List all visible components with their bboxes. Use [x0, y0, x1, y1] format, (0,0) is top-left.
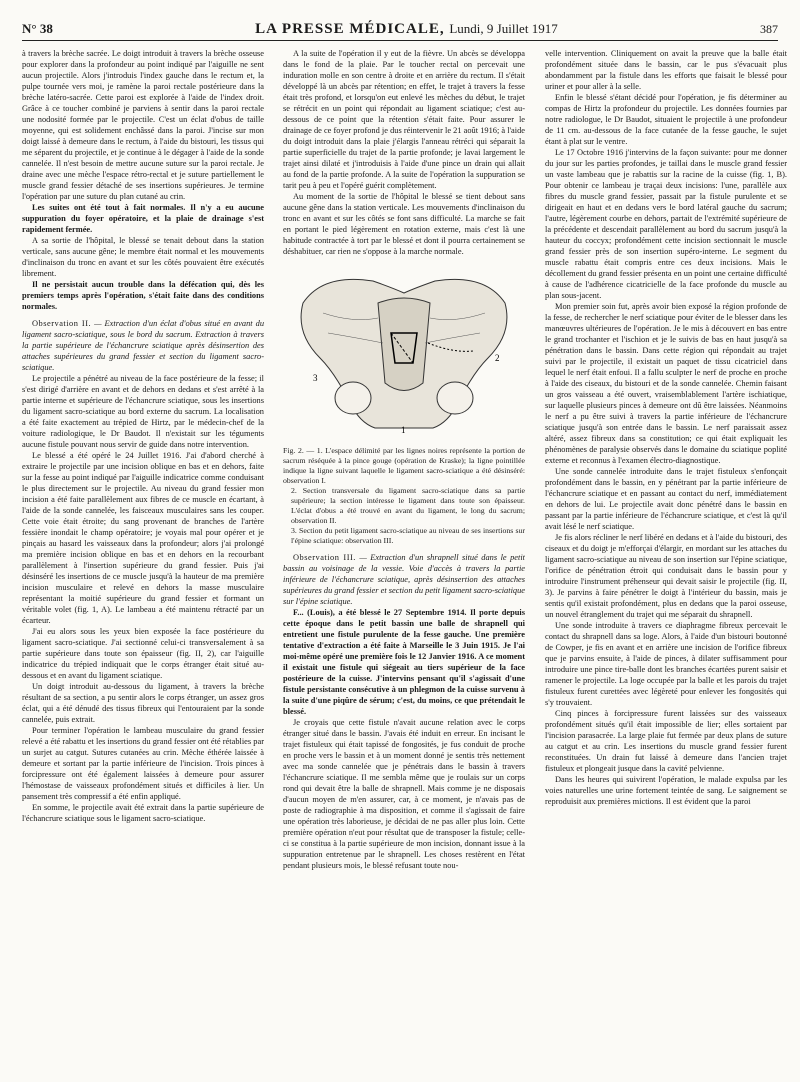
paragraph: Je croyais que cette fistule n'avait aucune relation avec le corps étranger situé dans le bassin. J'avais été induit en erreur. En incisant le trajet fistuleux qui était tapissé de fongosités, je fus conduit de proche en proche vers le bassin et à un moment donné je sentis très nettement avec ma sonde cannelée que je pénétrais dans le bassin à travers l'échancrure sciatique. Il me sembla même que je roulais sur un corps rond qui devait être la balle de shrapnell. Mais comme je ne disposais d'aucun moyen de m'en assurer, car, à ce moment, je n'avais pas de poste de radiographie à ma disposition, et comme il s'agissait de faire une opération très laborieuse, je décidai de ne pas aller plus loin. Cette première opération n'eut pour résultat que de transposer la fistule; celle-ci se constitua à la partie supérieure de mon incision, donnant issue à la suppuration entretenue par le shrapnell. Les choses restèrent en l'état pendant plusieurs mois, le blessé refusant toute nou- [283, 718, 525, 870]
observation-label: Observation II. [32, 319, 92, 328]
paragraph: Le 17 Octobre 1916 j'intervins de la façon suivante: pour me donner du jour sur les parties profondes, je taillai dans le muscle grand fessier un vaste lambeau que je rabattis sur la racine de la cuisse (fig. 1, B). Pour obtenir ce lambeau je traçai deux incisions: l'une, parallèle aux fibres du muscle grand fessier, passait par la fistule purulente et se dirigeait en haut et en dedans vers le bord latéral gauche du sacrum; l'autre, légèrement courbe en dehors, partait de l'extrémité supérieure de la précédente et descendait parallèlement au bord du sacrum jusqu'à la hauteur du coccyx; profondément cette incision sectionnait le muscle grand fessier près de son insertion supéro-interne. Le segment du muscle rabattu était compris entre ces deux incisions. Mais le décollement du grand fessier présenta en un point une certaine difficulté à cause de l'adhérence cicatricielle de la face profonde du muscle au plan sous-jacent. [545, 148, 787, 300]
paragraph: En somme, le projectile avait été extrait dans la partie supérieure de l'échancrure sciatique sous le ligament sacro-sciatique. [22, 803, 264, 823]
paragraph: Pour terminer l'opération le lambeau musculaire du grand fessier relevé a été rabattu et les insertions du grand fessier ont été rétablies par un surjet au catgut. Sutures cutanées au crin. Mèche éthérée laissée à demeure et sortant par la partie inférieure de l'incision. Trois pinces à forcipressure ont été également laissées à demeure pour assurer l'hémostase de vaisseaux profondément situés et difficiles à lier. Un pansement très compressif a été enfin appliqué. [22, 726, 264, 801]
paragraph: Je fis alors récliner le nerf libéré en dedans et à l'aide du bistouri, des ciseaux et du doigt je m'efforçai d'élargir, en mordant sur les attaches du ligament sacro-sciatique au niveau de son insertion sur l'épine sciatique, l'orifice de pénétration étroit qui conduisait dans le bassin pour y introduire l'instrument préhenseur qui devait saisir le projectile (fig. II, 3). Je parvins à faire pénétrer le doigt à l'intérieur du bassin, mais je sentis qu'il existait profondément, plus en dedans que la paroi osseuse, un nouvel étranglement du trajet qui me séparait du shrapnell. [545, 533, 787, 619]
figure-caption: Fig. 2. — 1. L'espace délimité par les lignes noires représente la portion de sacrum réséquée à la pince gouge (opération de Kraske); la ligne pointillée indique la ligne suivant laquelle le ligament sacro-sciatique a été désinséré: observation I. [283, 446, 525, 485]
column-2 [283, 48, 525, 1078]
page-header [22, 18, 778, 41]
figure-label-2: 2 [495, 353, 500, 363]
paragraph: Une sonde cannelée introduite dans le trajet fistuleux s'enfonçait profondément dans le bassin, en y pénétrant par la partie inférieure de l'échancrure sciatique et en passant au contact du nerf, immédiatement en dehors de lui. Le projectile avait donc pénétré dans le bassin en passant par la partie inférieure de l'échancrure sciatique, et c'est là qu'il avait lésé le nerf sciatique. [545, 467, 787, 531]
paragraph: Cinq pinces à forcipressure furent laissées sur des vaisseaux profondément situés qu'il était impossible de lier; elles sortaient par l'incision parasacrée. La large plaie fut fermée par deux plans de suture au catgut et au crin. Les insertions du muscle grand fessier furent reconstituées. Un drain fut laissé à demeure dans l'ancien trajet fistuleux et plongeait jusque dans la cavité pelvienne. [545, 709, 787, 773]
paragraph: Il ne persistait aucun trouble dans la défécation qui, dès les premiers temps après l'opération, s'était faite dans des conditions normales. [22, 280, 264, 311]
journal-title [255, 21, 558, 38]
observation-2-heading [22, 318, 264, 373]
paragraph: Le projectile a pénétré au niveau de la face postérieure de la fesse; il s'est dirigé d'arrière en avant et de dehors en dedans et s'est arrêté à la partie interne et supérieure de l'échancrure sciatique, sous les insertions du ligament sacro-sciatique au bord externe du sacrum. La localisation a été faite exactement au trépied de Hirtz, par le médecin-chef de la voiture radiologique, le Dr Baudot. Il n'existait sur les téguments aucune fistule pouvant nous servir de guide dans notre intervention. [22, 374, 264, 449]
column-1 [22, 48, 264, 1078]
paragraph: Enfin le blessé s'étant décidé pour l'opération, je fis déterminer au compas de Hirtz la profondeur du projectile. Les données fournies par notre radiologue, le Dr Baudot, situaient le projectile à une profondeur de 11 cm. au-dessous de la face cutanée de la fesse gauche, le sujet étant à plat sur le ventre. [545, 93, 787, 146]
figure-label-3: 3 [313, 373, 318, 383]
figure-legend [283, 486, 525, 546]
paragraph: Mon premier soin fut, après avoir bien exposé la région profonde de la fesse, de rechercher le nerf sciatique pour éviter de le blesser dans les manœuvres ultérieures de l'opération. Je le mis à découvert en bas entre le grand trochanter et l'ischion et je le suivis de bas en haut jusqu'à sa pénétration dans le bassin. Dans cette région qui répondait au trajet suivi par le projectile, il existait un paquet de tissu cicatriciel dans lequel le nerf était enfoui. Il a fallu sculpter le nerf de proche en proche à l'aide des ciseaux, du bistouri et de la sonde cannelée. Chemin faisant un gros vaisseau a été ouvert, vraisemblablement l'artère ischiatique, sur laquelle plusieurs pinces à demeure ont dû être laissées. Néanmoins le nerf a pu être suivi à travers la partie inférieure de l'échancrure sciatique jusqu'à son entrée dans le bassin. Le nerf paraissait assez altéré, assez fibreux dans sa constitution; ce qui était expliquait les phénomènes de paralysie observés dans le domaine du sciatique poplité externe et reconnus à l'examen électro-diagnostique. [545, 302, 787, 465]
paragraph: Un doigt introduit au-dessous du ligament, à travers la brèche résultant de sa section, a pu sentir alors le corps étranger, un assez gros éclat, qui a été dénudé des tissus fibreux qui l'entouraient par la sonde cannelée, puis extrait. [22, 682, 264, 724]
paragraph: Les suites ont été tout à fait normales. Il n'y a eu aucune suppuration du foyer opératoire, et la plaie de drainage s'est rapidement fermée. [22, 203, 264, 234]
paragraph: Le blessé a été opéré le 24 Juillet 1916. J'ai d'abord cherché à extraire le projectile par une incision oblique en bas et en dehors, faite sur la fesse au point indiqué par l'aiguille indicatrice comme conduisant le plus directement sur le projectile. Au niveau du grand fessier mon incision a été faite parallèlement aux fibres de ce muscle en écartant, à l'aide de la sonde cannelée, les faisceaux musculaires sans les couper. Cette voie était étroite; du sang provenant de branches de l'artère fessière inondait le champ opératoire; je voyais mal pour opérer et je pinçais au hasard les vaisseaux dans la profondeur; alors j'ai prolongé ma première incision oblique en bas et en dehors en la recourbant parallèlement à l'insertion supérieure du grand fessier. Puis j'ai désinséré les insertions de ce muscle jusqu'à la hauteur de ma première incision musculaire et relevé en dehors la masse musculaire représentant la moitié supérieure du grand fessier et formant un véritable volet (fig. 1, A). Le lambeau a été maintenu rétracté par un écarteur. [22, 451, 264, 625]
legend-item: 3. Section du petit ligament sacro-sciatique au niveau de ses insertions sur l'épine sciatique: observation III. [291, 526, 525, 545]
paragraph: Une sonde introduite à travers ce diaphragme fibreux percevait le contact du shrapnell dans sa loge. Alors, à l'aide d'un bistouri boutonné de Cowper, je fis en avant et en arrière une incision de l'orifice fibreux que je parvins ensuite, à l'aide de pinces, à dilater suffisamment pour introduire une pince tire-balle dont les branches écartées purent saisir et ramener le projectile. La loge occupée par la balle et les parois du trajet fistuleux furent curettées avec légèreté pour enlever les fongosités qui s'y trouvaient. [545, 621, 787, 707]
paragraph: Au moment de la sortie de l'hôpital le blessé se tient debout sans aucune gêne dans la station verticale. Les mouvements d'inclinaison du tronc en avant et sur les côtés se font sans difficulté. La marche se fait en portant le pied légèrement en rotation externe, mais c'est là une habitude contractée à tort par le blessé et dont il pourra certainement se déshabituer, car rien ne s'oppose à la marche normale. [283, 192, 525, 256]
pelvis-figure [283, 263, 525, 439]
paragraph: A la suite de l'opération il y eut de la fièvre. Un abcès se développa dans le fond de la plaie. Par le toucher rectal on percevait une induration molle en son centre à droite et en arrière du rectum. Il s'était développé là un abcès par rétention; en effet, le trajet à travers la fesse était très profond, et lorsqu'on eut enlevé les mèches du début, le trajet se rétrécit en un point qui répondait au ligament sciatique; c'est au-dessous de ce point que la rétention s'était faite. Pour assurer le drainage de ce foyer profond je dus réintervenir le 21 août 1916; à l'aide du doigt introduit dans la plaie j'élargis l'anneau rétréci qui séparait la partie superficielle du trajet de la partie profonde; je lavai largement le trajet ainsi dilaté et j'introduisis à l'aide d'une pince un drain qui allait au fond de la partie profonde. A la suite de l'opération la suppuration se tarit peu à peu et l'opéré guérit complètement. [283, 49, 525, 190]
column-3 [545, 48, 787, 1078]
journal-name: LA PRESSE MÉDICALE, [255, 20, 445, 37]
observation-title: — Extraction d'un shrapnell situé dans le petit bassin au voisinage de la vessie. Voie d'accès à travers la partie inférieure de l'échancrure sciatique, après désinsertion des attaches supérieures du grand fessier et section du petit ligament sacro-sciatique sur l'épine sciatique. [283, 553, 525, 606]
paragraph: à travers la brèche sacrée. Le doigt introduit à travers la brèche osseuse pour explorer dans la profondeur au point indiqué par l'aiguille ne sent aucun projectile. Alors j'introduis l'index gauche dans le rectum et, la pulpe tournée vers moi, je ramène la paroi rectale postérieure dans la brèche latéro-sacrée. Cette paroi est explorée à l'aide de l'index droit. Grâce à ce toucher combiné je parviens à sentir dans la paroi rectale une nodosité formée par le projectile. C'est un éclat d'obus de taille moyenne, qui est solidement enchâssé dans la paroi. J'incise sur mon doigt laissé à demeure dans le rectum, à l'aide du bistouri, les tissus qui me séparent du projectile, et je continue à le dégager à l'aide de la sonde cannelée. Il n'est besoin de mettre aucune suture sur la paroi rectale. Je draine avec une mèche l'espace rétro-rectal et je suture partiellement le muscle grand fessier détaché de ses insertions supérieures. Je termine l'opération par une suture du plan cutané au crin. [22, 49, 264, 201]
observation-3-heading [283, 552, 525, 607]
observation-title: — Extraction d'un éclat d'obus situé en avant du ligament sacro-sciatique, sous le bord du sacrum. Extraction à travers la partie supérieure de l'échancrure sciatique après désinsertion des attaches supérieures du grand fessier et section du ligament sacro-sciatique. [22, 319, 264, 372]
issue-number: N° 38 [22, 21, 53, 36]
issue-date: Lundi, 9 Juillet 1917 [449, 20, 558, 36]
page-number: 387 [760, 21, 778, 36]
figure-label-1: 1 [401, 425, 406, 435]
paragraph: F... (Louis), a été blessé le 27 Septembre 1914. Il porte depuis cette époque dans le petit bassin une balle de shrapnell qui entretient une fistule purulente de la fesse gauche. Une première tentative d'extraction a été faite à Marseille le 3 Juin 1915. Je l'ai moi-même opéré une première fois le 12 Janvier 1916. A ce moment il existait une fistule qui siégeait au tiers supérieur de la face postérieure de la cuisse. J'intervins pensant qu'il s'agissait d'une fistule persistante consécutive à un phlegmon de la cuisse survenu à la suite d'une piqûre de sérum; c'est, du moins, ce que prétendait le blessé. [283, 608, 525, 716]
paragraph: J'ai eu alors sous les yeux bien exposée la face postérieure du ligament sacro-sciatique. J'ai sectionné celui-ci transversalement à sa partie supérieure dans toute son épaisseur (fig. II, 2), car l'aiguille indicatrice du trépied indiquait que le corps étranger était situé au-dessous et en avant du ligament sciatique. [22, 627, 264, 680]
legend-item: 2. Section transversale du ligament sacro-sciatique dans sa partie supérieure; la section intéresse le ligament dans toute son épaisseur. L'éclat d'obus a été trouvé en avant du ligament, le long du sacrum; observation II. [291, 486, 525, 525]
observation-label: Observation III. [293, 553, 356, 562]
paragraph: A sa sortie de l'hôpital, le blessé se tenait debout dans la station verticale, sans aucune gêne; le membre était normal et les mouvements d'inclinaison du tronc en avant et sur les côtés pouvaient être exécutés librement. [22, 236, 264, 278]
paragraph: Dans les heures qui suivirent l'opération, le malade expulsa par les voies naturelles une urine fortement teintée de sang. Le saignement se reproduisit aux premières mictions. Il est évident que la paroi [545, 775, 787, 806]
paragraph: velle intervention. Cliniquement on avait la preuve que la balle était profondément située dans le bassin, car le pus s'évacuait plus abondamment par la fistule dans les efforts que faisait le blessé pour uriner et pour aller à la selle. [545, 49, 787, 91]
